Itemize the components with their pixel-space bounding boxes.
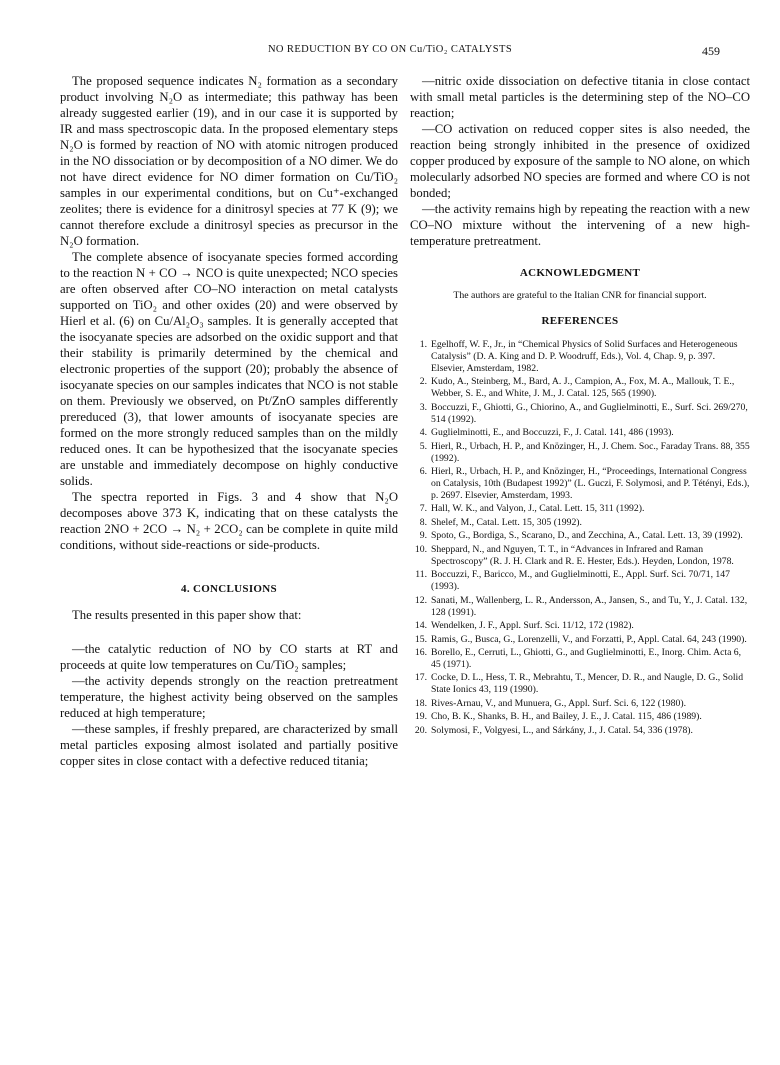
reference-number: 4.: [419, 427, 427, 439]
reference-text: Spoto, G., Bordiga, S., Scarano, D., and Zecchina, A., Catal. Lett. 13, 39 (1992).: [431, 530, 743, 542]
conclusions-heading: 4. CONCLUSIONS: [181, 583, 277, 595]
reference-item: [410, 620, 750, 632]
body-paragraph: The complete absence of isocyanate species formed according to the reaction N + CO → NCO is quite unexpected; NCO species are often observed after CO–NO interaction on metal catalysts supported on TiO₂ and other oxides (20) and were observed by Hierl et al. (6) on Cu/Al₂O₃ samples. It is generally accepted that the isocyanate species are adsorbed on the oxidic support and that their stability is primarily determined by the chemical and electronic properties of the support (20); probably the absence of isocyanate species on our samples indicates that NCO is not stable on them. Previously we observed, on Pt/ZnO samples differently prereduced (3), that lower amounts of isocyanate species are formed on the more strongly reduced samples than on the mildly reduced ones. It can be hypothesized that the isocyanate species are unstable and immediately decompose on highly conductive solids.: [60, 250, 398, 488]
reference-number: 10.: [414, 543, 427, 555]
conclusion-item: —the activity depends strongly on the reaction pretreatment temperature, the highest activity being observed on the samples reduced at high temperature;: [60, 674, 398, 720]
left-column: [60, 73, 398, 769]
reference-text: Shelef, M., Catal. Lett. 15, 305 (1992).: [431, 516, 582, 528]
reference-item: [410, 530, 750, 542]
reference-number: 6.: [419, 466, 427, 478]
reference-number: 19.: [414, 711, 427, 723]
body-paragraph: The proposed sequence indicates N₂ formation as a secondary product involving N₂O as intermediate; this pathway has been already suggested earlier (19), and in our case it is supported by IR and mass spectroscopic data. In the proposed elementary steps N₂O is formed by reaction of NO with atomic nitrogen produced in the NO dissociation or by decomposition of a NO dimer. We do not have direct evidence for NO dimer formation on Cu/TiO₂ samples in our experimental conditions, but on Cu⁺-exchanged zeolites; there is evidence for a dinitrosyl species at 77 K (9); we cannot therefore exclude a dinitrosyl species as precursor in the N₂O formation.: [60, 74, 398, 248]
running-head: NO REDUCTION BY CO ON Cu/TiO₂ CATALYSTS: [267, 44, 513, 55]
reference-text: Egelhoff, W. F., Jr., in “Chemical Physics of Solid Surfaces and Heterogeneous Catalysis” (D. A. King and D. P. Woodruff, Eds.), Vol. 4, Chap. 9, p. 397. Elsevier, Amsterdam, 1982.: [431, 339, 738, 374]
reference-text: Borello, E., Cerruti, L., Ghiotti, G., and Guglielminotti, E., Inorg. Chim. Acta 6, 45 (1971).: [431, 647, 742, 670]
reference-number: 20.: [414, 724, 427, 736]
reference-text: Kudo, A., Steinberg, M., Bard, A. J., Campion, A., Fox, M. A., Mallouk, T. E., Webber, S. E., and White, J. M., J. Catal. 125, 565 (1990).: [431, 376, 735, 400]
reference-text: Rives-Arnau, V., and Munuera, G., Appl. Surf. Sci. 6, 122 (1980).: [431, 697, 686, 709]
reference-number: 11.: [415, 569, 427, 581]
reference-number: 7.: [419, 503, 427, 515]
reference-item: [410, 725, 750, 737]
reference-text: Wendelken, J. F., Appl. Surf. Sci. 11/12, 172 (1982).: [431, 620, 634, 632]
acknowledgment-heading: ACKNOWLEDGMENT: [519, 267, 641, 279]
reference-text: Cho, B. K., Shanks, B. H., and Bailey, J. E., J. Catal. 115, 486 (1989).: [431, 711, 702, 723]
reference-item: [410, 427, 750, 439]
reference-number: 17.: [414, 672, 427, 684]
reference-number: 18.: [414, 697, 427, 709]
reference-item: [410, 376, 750, 400]
reference-item: [410, 544, 750, 568]
reference-text: Guglielminotti, E., and Boccuzzi, F., J. Catal. 141, 486 (1993).: [431, 427, 674, 439]
reference-item: [410, 595, 750, 619]
reference-text: Cocke, D. L., Hess, T. R., Mebrahtu, T., Mencer, D. R., and Naugle, D. G., Solid State Ionics 43, 119 (1990).: [431, 672, 744, 696]
conclusion-item: —the catalytic reduction of NO by CO starts at RT and proceeds at quite low temperatures on Cu/TiO₂ samples;: [60, 642, 398, 672]
reference-item: [410, 503, 750, 515]
reference-item: [410, 402, 750, 426]
reference-item: [410, 569, 750, 593]
reference-text: Sheppard, N., and Nguyen, T. T., in “Advances in Infrared and Raman Spectroscopy” (R. J. H. Clark and R. E. Hester, Eds.). Heyden, London, 1978.: [431, 543, 734, 567]
reference-number: 16.: [414, 647, 427, 659]
conclusion-item: —nitric oxide dissociation on defective titania in close contact with small metal particles is the determining step of the NO–CO reaction;: [410, 74, 750, 120]
page-number: 459: [702, 44, 720, 58]
reference-number: 5.: [419, 440, 427, 452]
reference-text: Boccuzzi, F., Baricco, M., and Guglielminotti, E., Appl. Surf. Sci. 70/71, 147 (1993).: [431, 569, 730, 593]
reference-item: [410, 647, 750, 671]
references-heading: REFERENCES: [541, 315, 619, 327]
conclusion-item: —the activity remains high by repeating the reaction with a new CO–NO mixture without the intervening of a new high-temperature pretreatment.: [410, 202, 750, 248]
reference-item: [410, 466, 750, 502]
conclusion-item: —CO activation on reduced copper sites is also needed, the reaction being strongly inhibited in the presence of oxidized copper produced by exposure of the sample to NO alone, on which molecularly adsorbed NO species are formed and where CO is not bonded;: [410, 122, 750, 200]
reference-text: Solymosi, F., Volgyesi, L., and Sárkány, J., J. Catal. 54, 336 (1978).: [431, 724, 693, 736]
reference-item: [410, 698, 750, 710]
reference-text: Hierl, R., Urbach, H. P., and Knözinger, H., “Proceedings, International Congress on Catalysis, 10th (Budapest 1992)” (L. Guczi, F. Solymosi, and P. Tétényi, Eds.), p. 2697. Elsevier, Amsterdam, 1993.: [431, 466, 750, 501]
body-paragraph: The spectra reported in Figs. 3 and 4 show that N₂O decomposes above 373 K, indicating that on these catalysts the reaction 2NO + 2CO → N₂ + 2CO₂ can be complete in quite mild conditions, without side-reactions or side-products.: [60, 490, 398, 552]
reference-item: [410, 339, 750, 375]
reference-item: [410, 711, 750, 723]
reference-list: [410, 339, 750, 737]
reference-number: 8.: [419, 516, 427, 528]
reference-number: 12.: [414, 594, 427, 606]
page-header: [60, 44, 720, 62]
reference-number: 1.: [419, 339, 427, 350]
reference-text: Hall, W. K., and Valyon, J., Catal. Lett. 15, 311 (1992).: [431, 503, 645, 515]
reference-item: [410, 441, 750, 465]
reference-number: 9.: [419, 530, 427, 542]
reference-number: 14.: [414, 620, 427, 632]
right-column: [410, 73, 750, 738]
acknowledgment-text: The authors are grateful to the Italian CNR for financial support.: [453, 290, 707, 301]
reference-text: Boccuzzi, F., Ghiotti, G., Chiorino, A., and Guglielminotti, E., Surf. Sci. 269/270, 514 (1992).: [431, 401, 748, 425]
reference-number: 15.: [414, 633, 427, 645]
reference-number: 2.: [419, 376, 427, 388]
reference-item: [410, 517, 750, 529]
reference-text: Hierl, R., Urbach, H. P., and Knözinger, H., J. Chem. Soc., Faraday Trans. 88, 355 (1992).: [431, 440, 750, 464]
reference-item: [410, 672, 750, 696]
reference-text: Ramis, G., Busca, G., Lorenzelli, V., and Forzatti, P., Appl. Catal. 64, 243 (1990).: [431, 633, 747, 645]
reference-number: 3.: [419, 401, 427, 413]
reference-item: [410, 634, 750, 646]
conclusion-item: —these samples, if freshly prepared, are characterized by small metal particles exposing almost isolated and partially positive copper sites in close contact with a defective reduced titania;: [60, 722, 398, 768]
conclusions-intro: The results presented in this paper show that:: [72, 608, 302, 622]
reference-text: Sanati, M., Wallenberg, L. R., Andersson, A., Jansen, S., and Tu, Y., J. Catal. 132, 128 (1991).: [431, 594, 748, 618]
